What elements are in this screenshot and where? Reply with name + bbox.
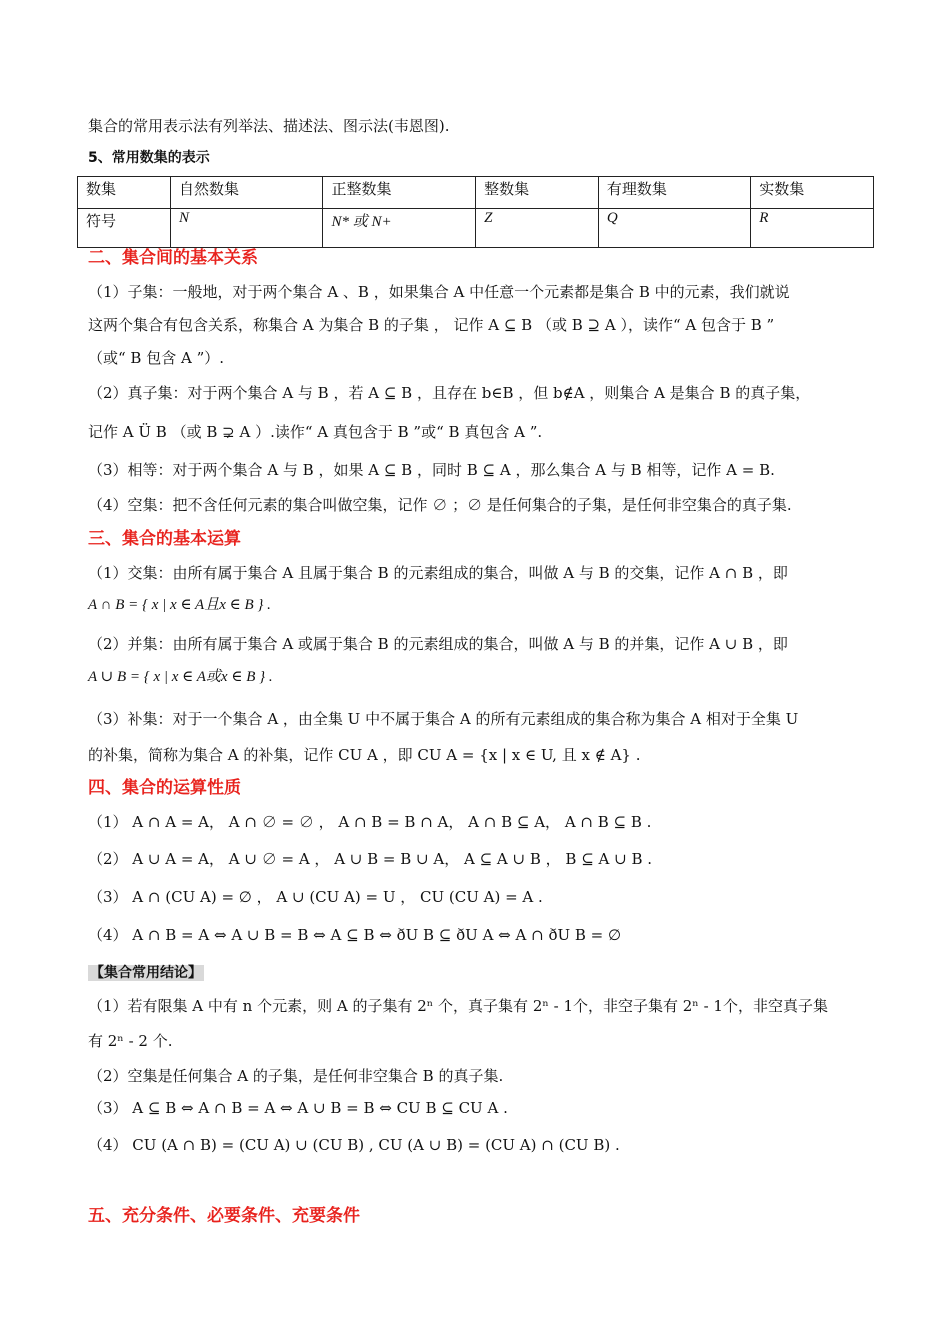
paragraph: 记作 A Ü B （或 B ⊋ A ）.读作“ A 真包含于 B ”或“ B 真包含 A ”. [88,423,543,441]
number-sets-table [77,176,874,248]
paragraph: （4）空集：把不含任何元素的集合叫做空集，记作 ∅ ；∅ 是任何集合的子集，是任何非空集合的真子集. [88,496,792,514]
formula: （4） CU (A ∩ B) = (CU A) ∪ (CU B) , CU (A ∪ B) = (CU A) ∩ (CU B) . [88,1136,620,1154]
formula: A ∩ B = { x | x ∈ A且x ∈ B } . [88,597,271,613]
formula: （2） A ∪ A = A， A ∪ ∅ = A ， A ∪ B = B ∪ A， A ⊆ A ∪ B ， B ⊆ A ∪ B . [88,850,653,868]
table-cell: 自然数集 [171,177,323,209]
section2-heading: 二、集合间的基本关系 [88,248,258,268]
table-cell: Q [598,209,750,248]
table-cell: 数集 [78,177,171,209]
table-row [78,177,874,209]
formula: （3） A ∩ (CU A) = ∅ ， A ∪ (CU A) = U ， CU (CU A) = A . [88,888,543,906]
section3-heading: 三、集合的基本运算 [88,529,241,549]
section5b-heading: 五、充分条件、必要条件、充要条件 [88,1206,360,1226]
section4-heading: 四、集合的运算性质 [88,778,241,798]
paragraph: （3）相等：对于两个集合 A 与 B ，如果 A ⊆ B ，同时 B ⊆ A ，那么集合 A 与 B 相等，记作 A = B. [88,461,775,479]
conclusion-label-text: 【集合常用结论】 [90,965,202,981]
table-cell: N [171,209,323,248]
paragraph: 有 2ⁿ - 2 个. [88,1032,173,1050]
table-cell: 有理数集 [598,177,750,209]
conclusion-label [88,962,204,983]
paragraph: （1）子集：一般地，对于两个集合 A 、B ，如果集合 A 中任意一个元素都是集合 B 中的元素，我们就说 [88,283,790,301]
table-cell: 正整数集 [323,177,476,209]
paragraph: （2）并集：由所有属于集合 A 或属于集合 B 的元素组成的集合，叫做 A 与 B 的并集，记作 A ∪ B ，即 [88,635,788,653]
table-cell: Z [476,209,599,248]
intro-text: 集合的常用表示法有列举法、描述法、图示法(韦恩图). [88,117,450,135]
paragraph: 这两个集合有包含关系，称集合 A 为集合 B 的子集 ， 记作 A ⊆ B （或 B ⊇ A ），读作“ A 包含于 B ” [88,316,775,334]
paragraph: （3）补集：对于一个集合 A ，由全集 U 中不属于集合 A 的所有元素组成的集合称为集合 A 相对于全集 U [88,710,799,728]
formula: （1） A ∩ A = A， A ∩ ∅ = ∅ ， A ∩ B = B ∩ A， A ∩ B ⊆ A， A ∩ B ⊆ B . [88,813,652,831]
table-cell: R [751,209,874,248]
section5-heading: 5、常用数集的表示 [88,150,210,166]
table-cell: 整数集 [476,177,599,209]
paragraph: （1）交集：由所有属于集合 A 且属于集合 B 的元素组成的集合，叫做 A 与 B 的交集，记作 A ∩ B ，即 [88,564,788,582]
table-cell: 实数集 [751,177,874,209]
paragraph: （1）若有限集 A 中有 n 个元素，则 A 的子集有 2ⁿ 个，真子集有 2ⁿ - 1个，非空子集有 2ⁿ - 1个，非空真子集 [88,997,828,1015]
paragraph: （或“ B 包含 A ”）. [88,349,225,367]
paragraph: （2）空集是任何集合 A 的子集，是任何非空集合 B 的真子集. [88,1067,504,1085]
formula: （3） A ⊆ B ⇔ A ∩ B = A ⇔ A ∪ B = B ⇔ CU B ⊆ CU A . [88,1099,508,1117]
paragraph: （2）真子集：对于两个集合 A 与 B ，若 A ⊆ B ，且存在 b∈B ，但 b∉A ，则集合 A 是集合 B 的真子集， [88,384,811,402]
formula: （4） A ∩ B = A ⇔ A ∪ B = B ⇔ A ⊆ B ⇔ ðU B ⊆ ðU A ⇔ A ∩ ðU B = ∅ [88,926,622,944]
table-cell: 符号 [78,209,171,248]
table-cell: N* 或 N+ [323,209,476,248]
paragraph: 的补集，简称为集合 A 的补集，记作 CU A ，即 CU A = {x | x ∈ U, 且 x ∉ A} . [88,746,641,764]
table-row [78,209,874,248]
formula: A ∪ B = { x | x ∈ A或x ∈ B } . [88,669,273,685]
